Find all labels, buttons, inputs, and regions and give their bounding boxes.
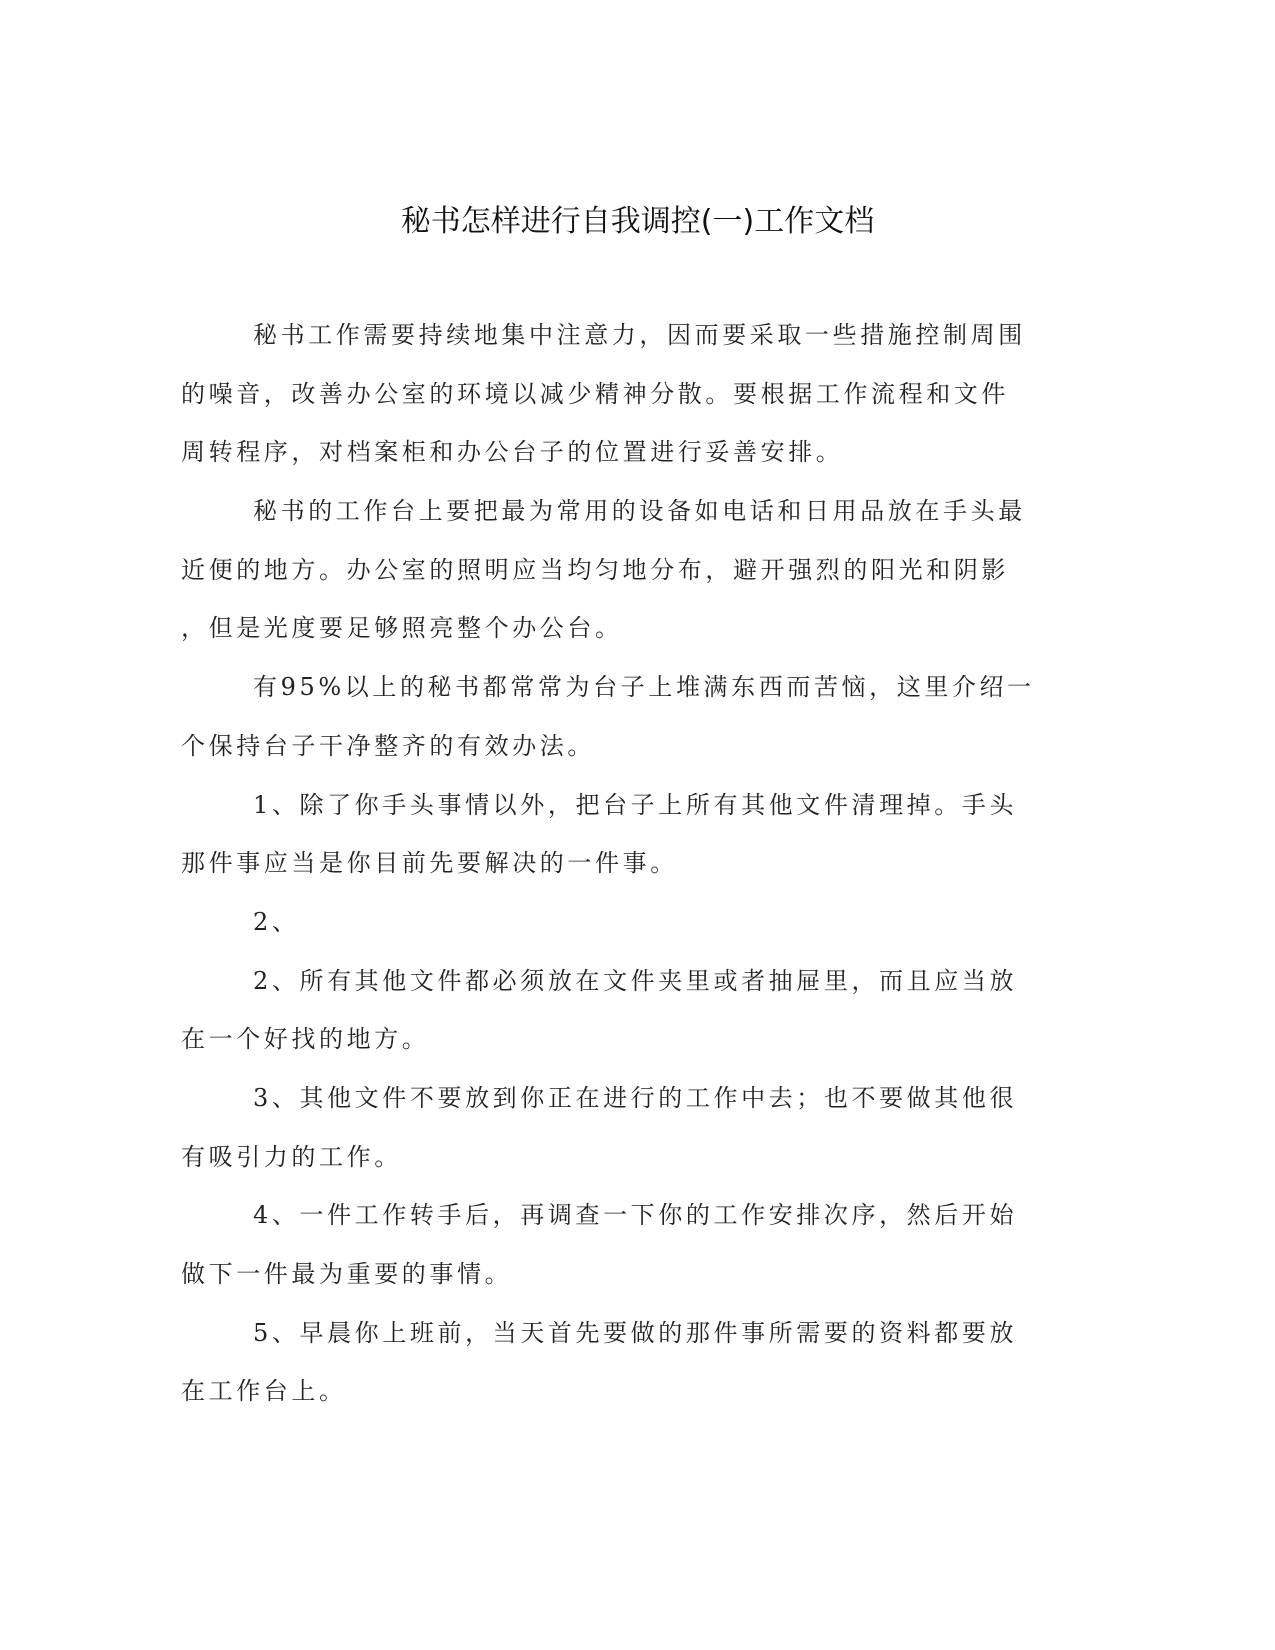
document-body bbox=[181, 306, 1041, 1421]
text-line: 周转程序，对档案柜和办公台子的位置进行妥善安排。 bbox=[181, 438, 844, 467]
text-line: 2、 bbox=[253, 907, 300, 936]
text-line: 做下一件最为重要的事情。 bbox=[181, 1260, 513, 1288]
text-line: 有95%以上的秘书都常常为台子上堆满东西而苦恼，这里介绍一 bbox=[253, 673, 1035, 702]
document-title: 秘书怎样进行自我调控(一)工作文档 bbox=[400, 204, 875, 239]
text-line: 的噪音，改善办公室的环境以减少精神分散。要根据工作流程和文件 bbox=[181, 379, 1009, 408]
text-line: 有吸引力的工作。 bbox=[181, 1142, 402, 1171]
text-line: 1、除了你手头事情以外，把台子上所有其他文件清理掉。手头 bbox=[253, 790, 1018, 819]
text-line: 秘书的工作台上要把最为常用的设备如电话和日用品放在手头最 bbox=[253, 497, 1026, 526]
text-line: 在一个好找的地方。 bbox=[181, 1025, 430, 1054]
text-line: 个保持台子干净整齐的有效办法。 bbox=[181, 731, 595, 760]
text-line: 4、一件工作转手后，再调查一下你的工作安排次序，然后开始 bbox=[253, 1201, 1018, 1230]
text-line: 2、所有其他文件都必须放在文件夹里或者抽屉里，而且应当放 bbox=[253, 966, 1018, 995]
text-line: ，但是光度要足够照亮整个办公台。 bbox=[181, 614, 623, 643]
text-line: 3、其他文件不要放到你正在进行的工作中去；也不要做其他很 bbox=[253, 1083, 1018, 1112]
text-line: 近便的地方。办公室的照明应当均匀地分布，避开强烈的阳光和阴影 bbox=[181, 555, 1009, 584]
text-line: 那件事应当是你目前先要解决的一件事。 bbox=[181, 849, 678, 878]
text-line: 5、早晨你上班前，当天首先要做的那件事所需要的资料都要放 bbox=[253, 1318, 1018, 1347]
text-line: 秘书工作需要持续地集中注意力，因而要采取一些措施控制周围 bbox=[253, 321, 1026, 349]
text-line: 在工作台上。 bbox=[181, 1377, 347, 1406]
